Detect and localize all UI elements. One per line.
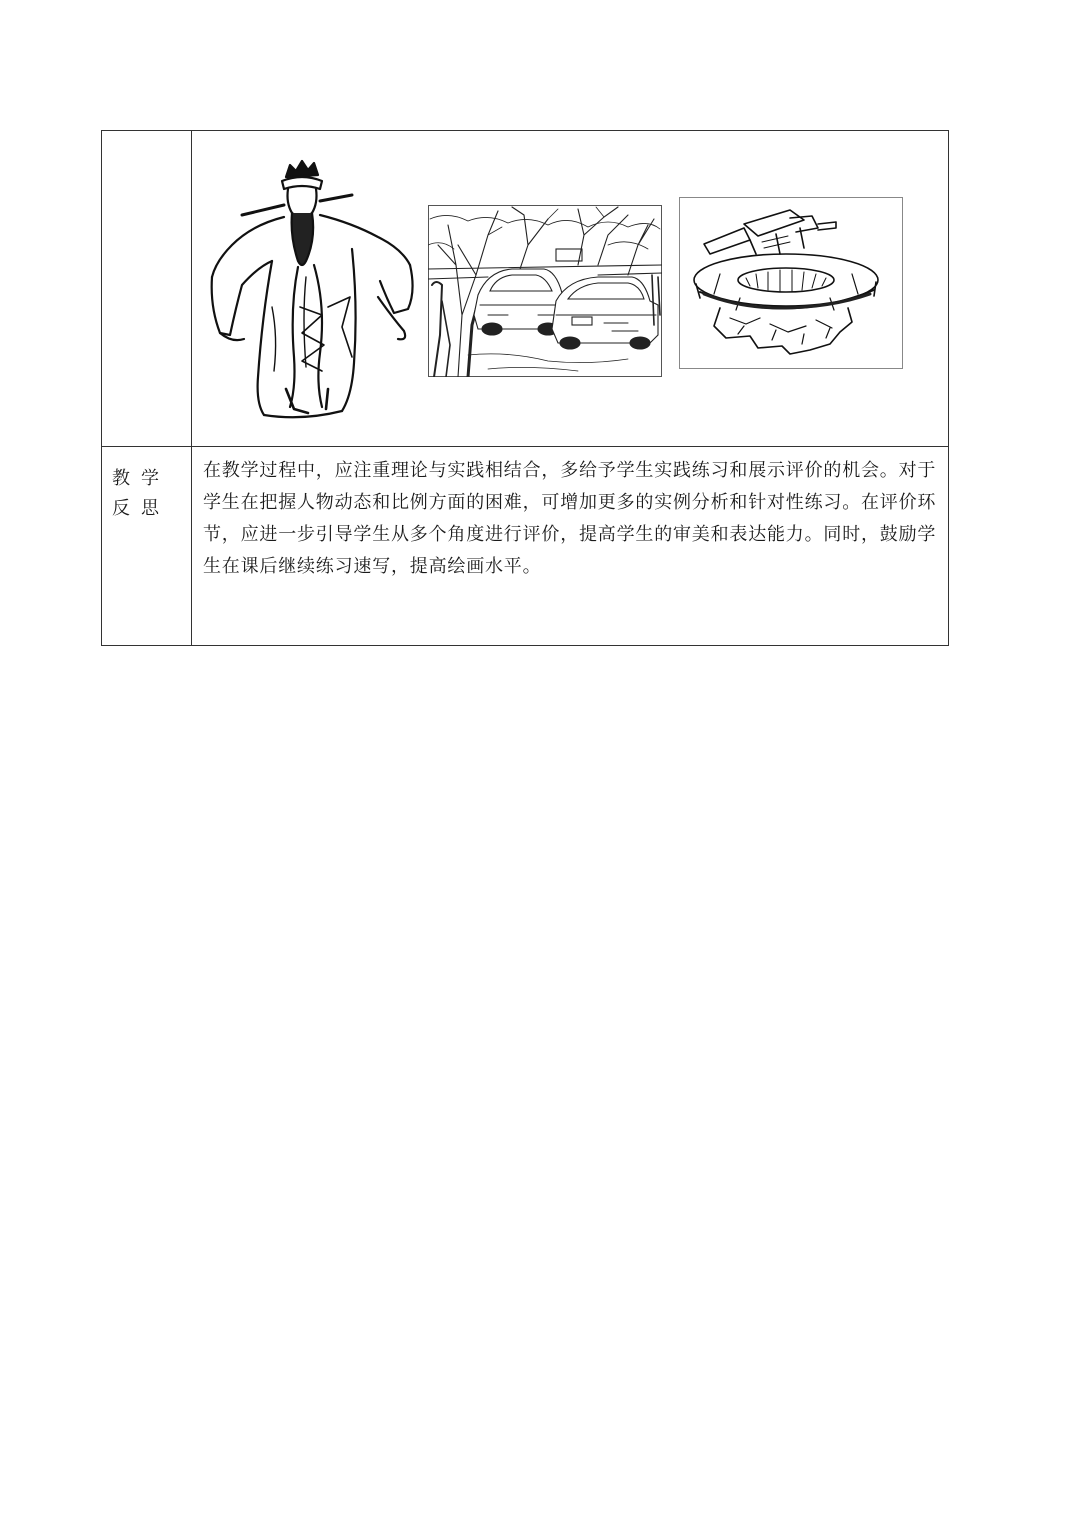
street-cars-sketch: [428, 205, 662, 377]
images-row-label-cell: [102, 131, 192, 446]
reflection-content-cell: [192, 447, 948, 645]
reflection-row: [102, 447, 948, 645]
images-row-content-cell: [192, 131, 948, 446]
lesson-table: [101, 130, 949, 646]
reflection-label-cell: [102, 447, 192, 645]
reflection-text: 在教学过程中，应注重理论与实践相结合，多给予学生实践练习和展示评价的机会。对于学生在把握人物动态和比例方面的困难，可增加更多的实例分析和针对性练习。在评价环节，应进一步引导学生从多个角度进行评价，提高学生的审美和表达能力。同时，鼓励学生在课后继续练习速写，提高绘画水平。: [203, 460, 937, 577]
opera-figure-sketch: [202, 157, 418, 421]
machine-sketch: [679, 197, 903, 369]
images-row: [102, 131, 948, 447]
reflection-label: 教学反思: [112, 468, 170, 519]
